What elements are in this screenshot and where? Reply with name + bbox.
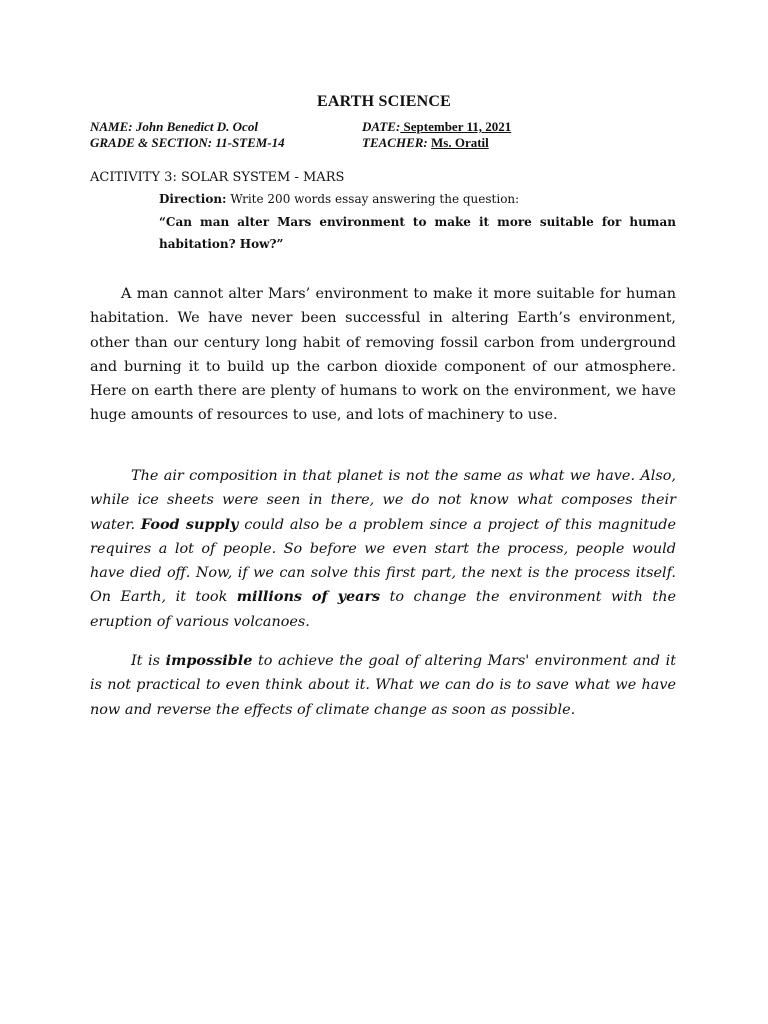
food-supply-bold: Food supply (140, 515, 239, 533)
impossible-bold: impossible (165, 652, 253, 669)
millions-of-years-bold: millions of years (236, 588, 381, 606)
essay-paragraph-2 (90, 464, 676, 634)
teacher-value: Ms. Oratil (431, 135, 489, 150)
grade-section-field (90, 135, 285, 151)
paragraph-2-text-a: The air composition in that planet is not the same as what we have. Also, while ice sheets were seen in there, we do not know what composes their water. (90, 468, 676, 533)
paragraph-1-text: A man cannot alter Mars’ environment to make it more suitable for human habitation. We have never been successful in altering Earth’s environment, other than our century long habit of removing fossil carbon from underground and burning it to build up the carbon dioxide component of our atmosphere. Here on earth there are plenty of humans to work on the environment, we have huge amounts of resources to use, and lots of machinery to use. (90, 286, 676, 424)
teacher-field (362, 135, 489, 151)
date-value: September 11, 2021 (400, 119, 512, 134)
paragraph-3-text-a: It is (131, 653, 166, 669)
direction-line (159, 192, 519, 206)
date-label: DATE: (362, 119, 401, 134)
grade-value: 11-STEM-14 (215, 135, 285, 150)
document-title: EARTH SCIENCE (316, 93, 452, 110)
grade-label: GRADE & SECTION: (90, 135, 213, 150)
name-value: John Benedict D. Ocol (135, 119, 258, 134)
name-label: NAME: (90, 119, 133, 134)
direction-text: Write 200 words essay answering the question: (226, 192, 520, 206)
paragraph-2-text-e: to change the environment with the eruption of various volcanoes. (90, 589, 676, 630)
paragraph-3-text-c: to achieve the goal of altering Mars' environment and it is not practical to even think about it. What we can do is to save what we have now and reverse the effects of climate change as soon as possible. (90, 653, 676, 718)
teacher-label: TEACHER: (362, 135, 428, 150)
date-field (362, 119, 511, 135)
paragraph-2-text-c: could also be a problem since a project of this magnitude requires a lot of people. So before we even start the process, people would have died off. Now, if we can solve this first part, the next is the process itself. On Earth, it took (90, 516, 676, 606)
essay-question: “Can man alter Mars environment to make it more suitable for human habitation? How?” (159, 215, 676, 251)
direction-label: Direction: (159, 192, 227, 206)
essay-paragraph-1 (90, 282, 676, 428)
name-field (90, 119, 258, 135)
essay-paragraph-3 (90, 649, 676, 722)
activity-heading: ACITIVITY 3: SOLAR SYSTEM - MARS (90, 170, 345, 185)
